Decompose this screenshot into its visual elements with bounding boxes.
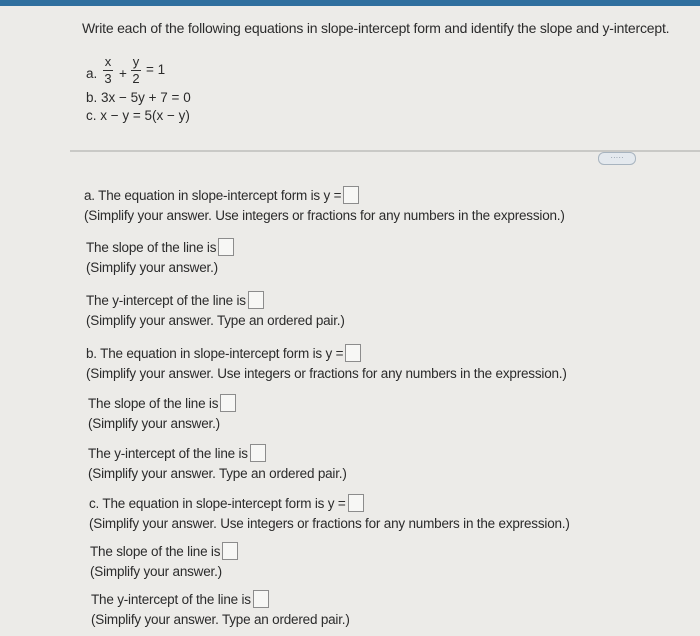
answer-b-intercept-prompt: The y-intercept of the line is: [88, 446, 248, 461]
equation-a-rhs: = 1: [146, 62, 166, 77]
equation-a-label: a.: [86, 66, 98, 81]
fraction-y-over-2: y 2: [132, 54, 140, 86]
answer-c-equation-input[interactable]: [348, 494, 364, 512]
answer-c-intercept-input[interactable]: [253, 590, 269, 608]
answer-a-intercept-prompt: The y-intercept of the line is: [86, 293, 246, 308]
answer-a-slope: [86, 238, 234, 278]
equation-b: b. 3x − 5y + 7 = 0: [86, 90, 191, 105]
answer-b-intercept-input[interactable]: [250, 444, 266, 462]
fraction-x-over-3: x 3: [104, 54, 112, 86]
answer-a-equation: [84, 186, 565, 226]
answer-c-intercept-hint: (Simplify your answer. Type an ordered pair.): [91, 612, 350, 627]
answer-c-slope-prompt: The slope of the line is: [90, 544, 221, 559]
answer-b-equation-prompt: b. The equation in slope-intercept form is y =: [86, 346, 344, 361]
answer-c-equation-prompt: c. The equation in slope-intercept form is y =: [89, 496, 346, 511]
answer-c-slope-hint: (Simplify your answer.): [90, 564, 222, 579]
answer-c-equation: [89, 494, 570, 534]
answer-c-slope-input[interactable]: [222, 542, 238, 560]
equation-c: c. x − y = 5(x − y): [86, 108, 190, 123]
answer-a-slope-input[interactable]: [218, 238, 234, 256]
answer-b-intercept-hint: (Simplify your answer. Type an ordered pair.): [88, 466, 347, 481]
answer-b-equation-input[interactable]: [345, 344, 361, 362]
plus-sign: +: [119, 66, 127, 81]
answer-a-intercept: [86, 291, 345, 331]
question-panel: [82, 20, 682, 123]
answer-a-equation-hint: (Simplify your answer. Use integers or fractions for any numbers in the expression.): [84, 208, 565, 223]
answer-b-slope-prompt: The slope of the line is: [88, 396, 219, 411]
answer-a-slope-hint: (Simplify your answer.): [86, 260, 218, 275]
answer-a-intercept-hint: (Simplify your answer. Type an ordered pair.): [86, 313, 345, 328]
answer-b-slope-input[interactable]: [220, 394, 236, 412]
answer-c-equation-hint: (Simplify your answer. Use integers or fractions for any numbers in the expression.): [89, 516, 570, 531]
answer-b-equation-hint: (Simplify your answer. Use integers or fractions for any numbers in the expression.): [86, 366, 567, 381]
equation-a: [86, 54, 206, 88]
expand-more-button[interactable]: ·····: [598, 152, 636, 165]
answer-a-intercept-input[interactable]: [248, 291, 264, 309]
answer-b-slope-hint: (Simplify your answer.): [88, 416, 220, 431]
answer-a-equation-input[interactable]: [343, 186, 359, 204]
answer-a-equation-prompt: a. The equation in slope-intercept form is y =: [84, 188, 342, 203]
answer-b-slope: [88, 394, 236, 434]
answer-a-slope-prompt: The slope of the line is: [86, 240, 217, 255]
answer-c-slope: [90, 542, 238, 582]
answer-c-intercept-prompt: The y-intercept of the line is: [91, 592, 251, 607]
answer-b-equation: [86, 344, 567, 384]
question-instruction: Write each of the following equations in slope-intercept form and identify the slope and y-intercept.: [82, 20, 670, 36]
top-bar: [0, 0, 700, 6]
answer-c-intercept: [91, 590, 350, 630]
answer-b-intercept: [88, 444, 347, 484]
